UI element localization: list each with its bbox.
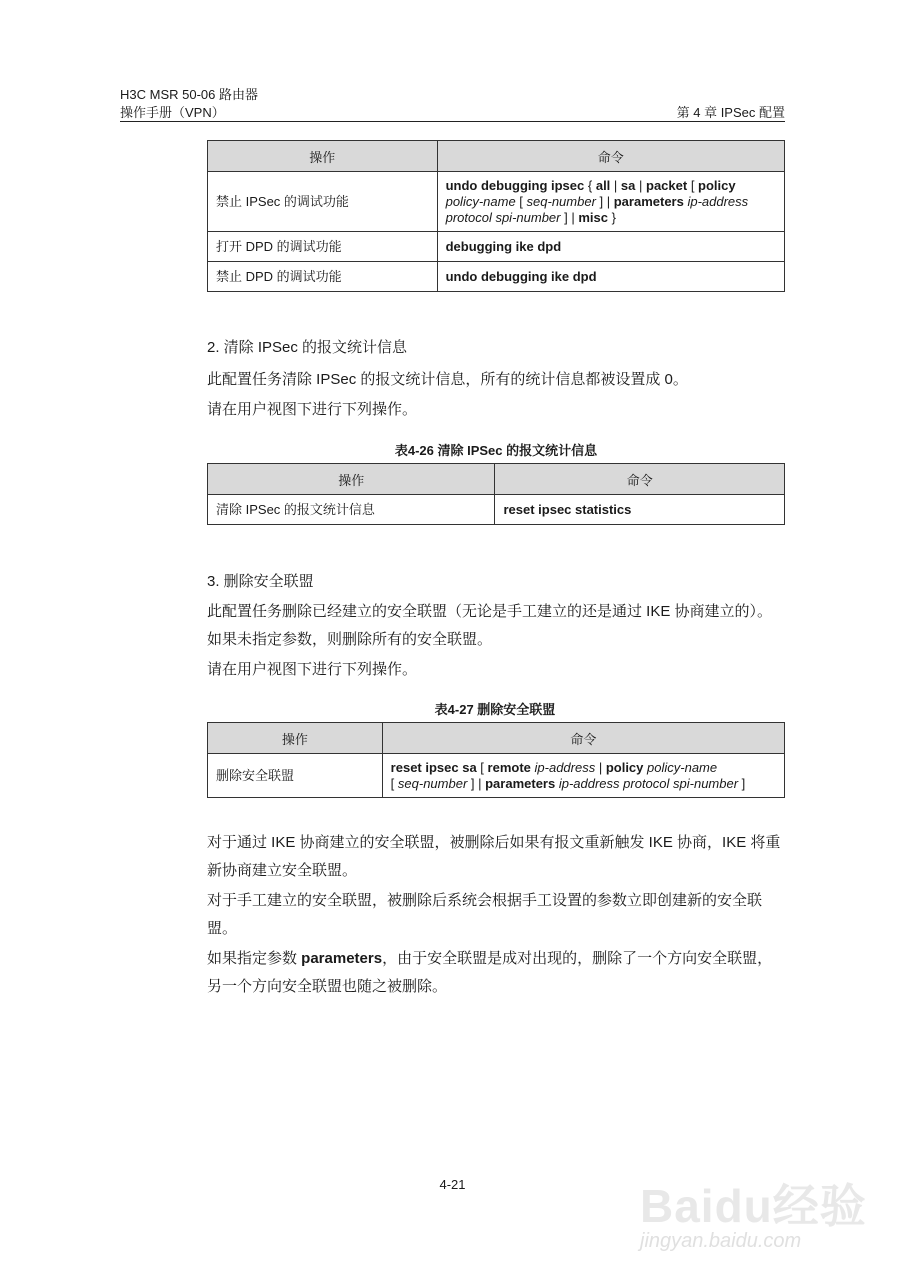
- column-header-command: 命令: [382, 723, 784, 754]
- command-cell: undo debugging ipsec { all | sa | packet [ policy policy-name [ seq-number ] | parameters ip-address protocol spi-number ] | misc }: [437, 172, 784, 232]
- baidu-logo: Baidu经验: [640, 1180, 867, 1232]
- section-heading: 3. 删除安全联盟: [207, 573, 314, 590]
- watermark: [640, 1150, 880, 1260]
- operation-cell: 清除 IPSec 的报文统计信息: [208, 495, 495, 525]
- page-number: 4-21: [439, 1177, 466, 1192]
- table-header-row: [208, 141, 785, 172]
- command-cell: debugging ike dpd: [437, 232, 784, 262]
- column-header-command: 命令: [495, 464, 785, 495]
- operation-cell: 禁止 DPD 的调试功能: [208, 262, 438, 292]
- watermark-url: jingyan.baidu.com: [640, 1230, 802, 1252]
- command-cell: undo debugging ike dpd: [437, 262, 784, 292]
- column-header-operation: 操作: [208, 723, 383, 754]
- reset-statistics-table: [207, 463, 785, 525]
- header-divider: [120, 121, 785, 122]
- table-header-row: [208, 723, 785, 754]
- paragraph: 请在用户视图下进行下列操作。: [207, 661, 418, 678]
- paragraph: 如果指定参数 parameters，由于安全联盟是成对出现的，删除了一个方向安全联盟，另一个方向安全联盟也随之被删除。: [207, 950, 773, 995]
- paragraph: 对于通过 IKE 协商建立的安全联盟，被删除后如果有报文重新触发 IKE 协商，IKE 将重新协商建立安全联盟。: [207, 834, 781, 879]
- table-caption: 表4-27 删除安全联盟: [434, 702, 556, 717]
- column-header-command: 命令: [437, 141, 784, 172]
- operation-cell: 删除安全联盟: [208, 754, 383, 798]
- column-header-operation: 操作: [208, 141, 438, 172]
- paragraph: 此配置任务删除已经建立的安全联盟（无论是手工建立的还是通过 IKE 协商建立的）。如果未指定参数，则删除所有的安全联盟。: [207, 603, 773, 648]
- command-cell: reset ipsec sa [ remote ip-address | policy policy-name [ seq-number ] | parameters ip-address protocol spi-number ]: [382, 754, 784, 798]
- table-row: [208, 262, 785, 292]
- table-row: [208, 495, 785, 525]
- header-manual: 操作手册（VPN）: [120, 105, 225, 120]
- debug-commands-table: [207, 140, 785, 292]
- paragraph: 请在用户视图下进行下列操作。: [207, 401, 418, 418]
- table-row: [208, 232, 785, 262]
- paragraph: 对于手工建立的安全联盟，被删除后系统会根据手工设置的参数立即创建新的安全联盟。: [207, 892, 763, 937]
- table-row: [208, 754, 785, 798]
- delete-sa-table: [207, 722, 785, 798]
- command-cell: reset ipsec statistics: [495, 495, 785, 525]
- header-product: H3C MSR 50-06 路由器: [120, 87, 258, 102]
- operation-cell: 打开 DPD 的调试功能: [208, 232, 438, 262]
- table-header-row: [208, 464, 785, 495]
- table-row: [208, 172, 785, 232]
- table-caption: 表4-26 清除 IPSec 的报文统计信息: [394, 443, 598, 458]
- header-chapter: 第 4 章 IPSec 配置: [676, 105, 785, 120]
- section-heading: 2. 清除 IPSec 的报文统计信息: [207, 339, 408, 356]
- operation-cell: 禁止 IPSec 的调试功能: [208, 172, 438, 232]
- column-header-operation: 操作: [208, 464, 495, 495]
- paragraph: 此配置任务清除 IPSec 的报文统计信息，所有的统计信息都被设置成 0。: [207, 371, 688, 388]
